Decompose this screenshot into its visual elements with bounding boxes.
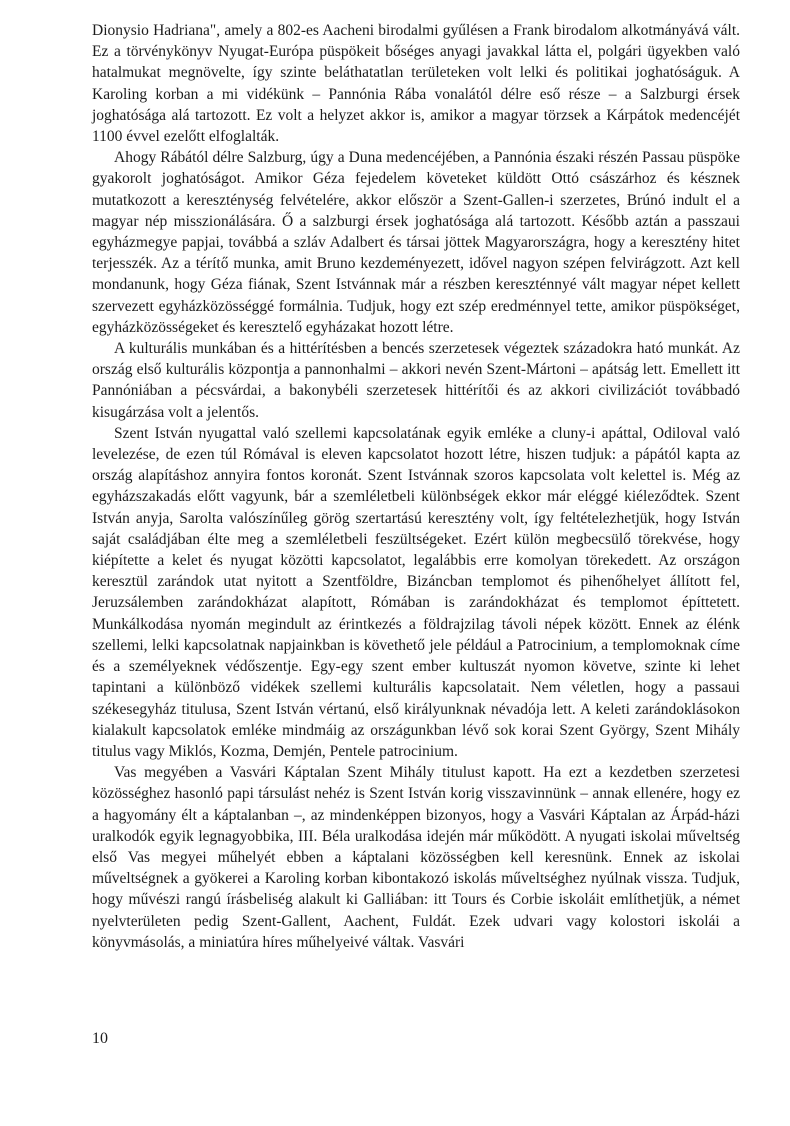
paragraph-3: A kulturális munkában és a hittérítésben a bencés szerzetesek végeztek századokra ható munkát. Az ország első kulturális központja a pannonhalmi – akkori nevén Szent-Mártoni – apátság lett. Emellett itt Pannóniában a pécsvárdai, a bakonybéli szerzetesek hittérítői és az akkori civilizációt továbbadó kisugárzása volt a jelentős. [92,340,740,421]
paragraph-1: Dionysio Hadriana", amely a 802-es Aacheni birodalmi gyűlésen a Frank birodalom alkotmányává vált. Ez a törvénykönyv Nyugat-Európa püspökeit bőséges anyagi javakkal látta el, polgári ügyekben való hatalmukat megnövelte, így szinte beláthatatlan területeken volt lelki és politikai joghatóságuk. A Karoling korban a mi vidékünk – Pannónia Rába vonalától délre eső része – a Salzburgi érsek joghatósága alá tartozott. Ez volt a helyzet akkor is, amikor a magyar törzsek a Kárpátok medencéjét 1100 évvel ezelőtt elfoglalták. [92,22,740,146]
page-number: 10 [92,1030,108,1047]
paragraph-2: Ahogy Rábától délre Salzburg, úgy a Duna medencéjében, a Pannónia északi részén Passau püspöke gyakorolt joghatóságot. Amikor Géza fejedelem követeket küldött Ottó császárhoz és késznek mutatkozott a kereszténység felvételére, akkor először a Szent-Gallen-i szerzetes, Brúnó indult el a magyar nép misszionálására. Ő a salzburgi érsek joghatósága alá tartozott. Később aztán a passzaui egyházmegye papjai, továbbá a szláv Adalbert és társai jöttek Magyarországra, hogy a keresztény hitet terjesszék. Az a térítő munka, amit Bruno kezdeményezett, idővel nagyon szépen felvirágzott. Azt kell mondanunk, hogy Géza fiának, Szent Istvánnak már a részben kereszténnyé vált magyar népet kellett szervezett egyházközösséggé formálnia. Tudjuk, hogy ezt szép eredménnyel tette, amikor püspökséget, egyházközösségeket és keresztelő egyházakat hozott létre. [92,149,740,336]
paragraph-4: Szent István nyugattal való szellemi kapcsolatának egyik emléke a cluny-i apáttal, Odiloval való levelezése, de ezen túl Rómával is eleven kapcsolatot hozott létre, hiszen tudjuk: a pápától kapta az ország alapításhoz annyira fontos koronát. Szent Istvánnak szoros kapcsolata volt kelettel is. Még az egyházszakadás előtt vagyunk, bár a szemléletbeli különbségek ekkor már eléggé kiéleződtek. Szent István anyja, Sarolta valószínűleg görög szertartású keresztény volt, így feltételezhetjük, hogy István saját családjában élte meg a szemléletbeli feszültségeket. Ezért külön megbecsülő törekvése, hogy kiépítette a kelet és nyugat közötti kapcsolatot, legalábbis erre komolyan törekedett. Az országon keresztül zarándok utat nyitott a Szentföldre, Bizáncban templomot és pihenőhelyet állított fel, Jeruzsálemben zarándokházat alapított, Rómában is zarándokházat és templomot építtetett. Munkálkodása nyomán megindult az érintkezés a földrajzilag távoli népek között. Ennek az élénk szellemi, lelki kapcsolatnak napjainkban is követhető jele például a Patrocinium, a templomoknak címe és a személyeknek védőszentje. Egy-egy szent ember kultuszát nyomon követve, szinte ki lehet tapintani a különböző vidékek szellemi kulturális kapcsolatait. Nem véletlen, hogy a passaui székesegyház titulusa, Szent István vértanú, első királyunknak névadója lett. A keleti zarándoklásokon kialakult kapcsolatok emléke mindmáig az országunkban lévő sok korai Szent György, Szent Mihály titulus vagy Miklós, Kozma, Demjén, Pentele patrocinium. [92,424,740,760]
document-body [92,20,740,953]
paragraph-5: Vas megyében a Vasvári Káptalan Szent Mihály titulust kapott. Ha ezt a kezdetben szerzetesi közösséghez hasonló papi társulást nehéz is Szent István korig visszavinnünk – annak ellenére, hogy ez a hagyomány élt a káptalanban –, az mindenképpen bizonyos, hogy a Vasvári Káptalan az Árpád-házi uralkodók egyik legnagyobbika, III. Béla uralkodása idején már működött. A nyugati iskolai műveltség első Vas megyei műhelyét ebben a káptalani közösségben kell keresnünk. Ennek az iskolai műveltségnek a gyökerei a Karoling korban kibontakozó iskolás műveltséghez nyúlnak vissza. Tudjuk, hogy művészi rangú írásbeliség alakult ki Galliában: itt Tours és Corbie iskoláit említhetjük, a német nyelvterületen pedig Szent-Gallent, Aachent, Fuldát. Ezek udvari vagy kolostori iskolái a könyvmásolás, a miniatúra híres műhelyeivé váltak. Vasvári [92,764,740,951]
